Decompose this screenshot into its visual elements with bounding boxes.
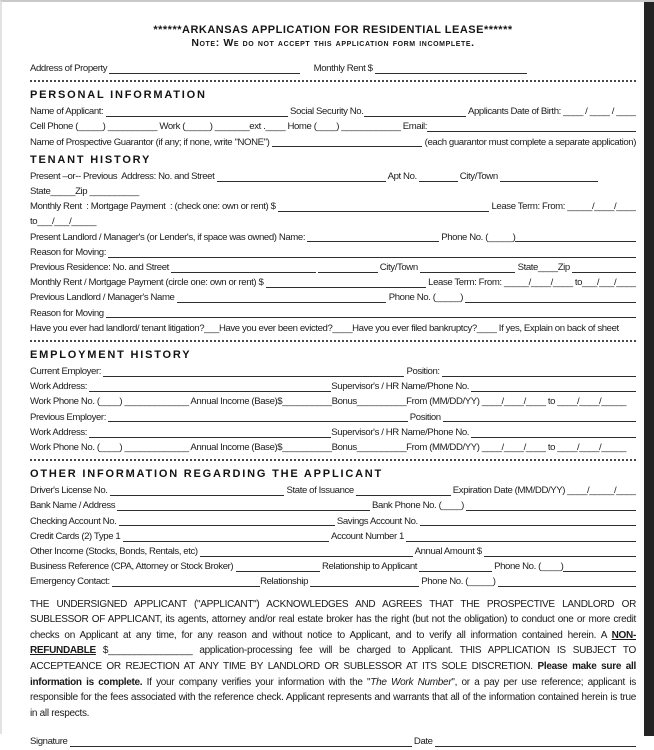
field-label: Phone No. (_____)	[418, 576, 498, 588]
blank-line	[110, 495, 284, 496]
form-content	[30, 24, 636, 750]
blank-line	[435, 746, 636, 747]
blank-line	[563, 571, 636, 572]
blank-line	[471, 391, 636, 392]
field-label: Monthly Rent / Mortgage Payment (circle one: own or rent) $	[30, 277, 266, 289]
blank-line	[119, 525, 335, 526]
field-label: Bank Name / Address	[30, 500, 118, 512]
form-row	[30, 230, 636, 245]
blank-line	[171, 272, 316, 273]
field-label: Savings Account No.	[334, 515, 421, 527]
field-label: Phone No. (____)	[491, 561, 564, 573]
blank-line	[498, 586, 636, 587]
blank-line	[310, 586, 419, 587]
blank-line	[278, 211, 489, 212]
legal-paragraph	[30, 597, 636, 722]
form-row	[30, 394, 636, 409]
field-label: Monthly Rent $	[300, 63, 375, 74]
form-row	[30, 483, 636, 498]
form-note: Note: We do not accept this application form incomplete.	[191, 37, 475, 49]
field-label: Previous Residence: No. and Street	[30, 262, 172, 274]
paragraph-text: If your company verifies your information with the "	[142, 676, 371, 688]
field-label: Reason for Moving	[30, 307, 106, 319]
blank-line	[427, 131, 636, 132]
blank-line	[419, 181, 457, 182]
field-label: Name of Applicant:	[30, 106, 106, 118]
form-row	[30, 245, 636, 260]
form-row	[30, 214, 636, 229]
blank-line	[108, 421, 407, 422]
field-label: Have you ever had landlord/ tenant litigation?___Have you ever been evicted?____Have you ever filed bankruptcy?____ If yes, Explain on back of sheet	[30, 322, 619, 334]
blank-line	[572, 272, 636, 273]
form-row	[30, 364, 636, 379]
field-label: City/Town	[457, 170, 501, 182]
blank-line	[443, 421, 636, 422]
field-label: State____Zip	[515, 262, 573, 274]
field-label: Bank Phone No. (____)	[369, 500, 467, 512]
blank-line	[442, 376, 636, 377]
blank-line	[266, 287, 426, 288]
blank-line	[420, 272, 515, 273]
blank-line	[103, 376, 404, 377]
form-row	[30, 529, 636, 544]
section-divider	[30, 80, 636, 82]
section-divider	[30, 340, 636, 342]
field-label: Previous Landlord / Manager's Name	[30, 292, 177, 304]
form-row	[30, 514, 636, 529]
field-label: Business Reference (CPA, Attorney or Stock Broker)	[30, 561, 236, 573]
blank-line	[356, 495, 450, 496]
blank-line	[106, 317, 636, 318]
field-label: Monthly Rent : Mortgage Payment : (check one: own or rent) $	[30, 201, 278, 213]
form-row	[30, 260, 636, 275]
paragraph-text: THE UNDERSIGNED APPLICANT ("APPLICANT") ACKNOWLEDGES AND AGREES THAT THE PROSPECTIVE LANDLORD OR SUBLESSOR OF APPLICANT, its agents, attorney and/or real estate broker has the right (but not the obligation) to conduct one or more credit checks on Applicant at any time, for any reason and without notice to Applicant, and to verify all information contained herein. A	[30, 598, 636, 641]
section-divider	[30, 459, 636, 461]
field-label: Expiration Date (MM/DD/YY) ____/_____/____	[450, 485, 636, 497]
field-label: Work Address:	[30, 426, 90, 438]
blank-line	[217, 181, 386, 182]
field-label: Driver's License No.	[30, 485, 110, 497]
field-label: Previous Employer:	[30, 411, 109, 423]
blank-line	[500, 181, 598, 182]
blank-line	[471, 437, 636, 438]
field-label: Signature	[30, 736, 70, 748]
vertical-gap	[30, 50, 636, 61]
form-row	[30, 559, 636, 574]
field-label: Lease Term: From: _____/____/____ to___/___/____	[425, 277, 636, 289]
blank-line	[515, 241, 636, 242]
blank-line	[112, 586, 260, 587]
form-row	[30, 321, 636, 336]
form-row	[30, 119, 636, 134]
scan-edge-strip	[644, 2, 654, 736]
blank-line	[89, 437, 331, 438]
form-body	[30, 50, 636, 750]
field-label: (each guarantor must complete a separate application)	[422, 136, 636, 148]
blank-line	[109, 73, 300, 74]
field-label: Credit Cards (2) Type 1	[30, 530, 123, 542]
blank-line	[200, 556, 413, 557]
field-label: Name of Prospective Guarantor (if any; if none, write "NONE")	[30, 136, 272, 148]
field-label: City/Town	[377, 262, 421, 274]
blank-line	[420, 525, 636, 526]
field-label	[316, 260, 318, 275]
field-label: Present Landlord / Manager's (or Lender's, if space was owned) Name:	[30, 231, 308, 243]
form-row	[30, 574, 636, 589]
form-row	[30, 440, 636, 455]
field-label: Phone No. (_____)	[386, 292, 466, 304]
blank-line	[108, 257, 636, 258]
blank-line	[375, 73, 528, 74]
address-row	[30, 61, 636, 76]
blank-line	[123, 541, 330, 542]
field-label: Date	[411, 736, 435, 748]
blank-line	[177, 302, 387, 303]
field-label: Supervisor's / HR Name/Phone No.	[331, 426, 472, 438]
form-row	[30, 135, 636, 150]
paragraph-text: Please make sure all information is complete.	[30, 661, 636, 688]
paragraph-text: $________________ application-processing fee will be charged to Applicant. THIS APPLICATION IS SUBJECT TO ACCEPTEANCE OR REJECTION AT ANY TIME BY LANDLORD OR SUBLESSOR AT ITS SOLE DISCRETION.	[30, 645, 636, 673]
field-label: Emergency Contact:	[30, 576, 112, 588]
field-label: Other Income (Stocks, Bonds, Rentals, etc)	[30, 546, 200, 558]
field-label: Checking Account No.	[30, 515, 119, 527]
field-label: Position	[407, 411, 443, 423]
field-label: Cell Phone (_____) __________ Work (_____) _______ext .____ Home (____) ____________ Email:	[30, 121, 428, 133]
blank-line	[89, 391, 331, 392]
blank-line	[70, 746, 412, 747]
field-label: Relationship to Applicant	[319, 561, 420, 573]
paragraph-text: ", or a pay per use reference; applicant is responsible for the fees associated with the reference check. Applicant represents and warrants that all of the information contained herein is true in all respects.	[30, 676, 636, 719]
blank-line	[307, 241, 439, 242]
form-row	[30, 290, 636, 305]
section-header: EMPLOYMENT HISTORY	[30, 349, 192, 362]
form-row	[30, 379, 636, 394]
field-label: Lease Term: From: _____/____/____	[489, 201, 636, 213]
form-title: ******ARKANSAS APPLICATION FOR RESIDENTIAL LEASE******	[153, 24, 513, 36]
form-row	[30, 425, 636, 440]
blank-line	[318, 272, 377, 273]
field-label: Address of Property	[30, 63, 110, 74]
paragraph-text: NON-REFUNDABLE	[30, 629, 636, 657]
field-label: State of Issuance	[284, 485, 357, 497]
blank-line	[236, 571, 320, 572]
blank-line	[106, 116, 288, 117]
blank-line	[272, 146, 423, 147]
field-label: Apt No.	[385, 170, 420, 182]
form-row	[30, 306, 636, 321]
field-label: Position:	[404, 366, 442, 378]
vertical-gap	[30, 590, 636, 597]
field-label: Account Number 1	[329, 530, 407, 542]
blank-line	[406, 541, 636, 542]
form-row	[30, 410, 636, 425]
field-label: Applicants Date of Birth: ____ / ____ / ____	[466, 106, 636, 118]
field-label: Social Security No.	[287, 106, 364, 118]
form-row	[30, 104, 636, 119]
form-row	[30, 498, 636, 513]
blank-line	[364, 116, 467, 117]
field-label: State_____Zip __________	[30, 186, 139, 198]
form-row	[30, 169, 636, 184]
form-row	[30, 184, 636, 199]
field-label: Phone No. (_____)	[438, 231, 516, 243]
field-label: Present –or-- Previous Address: No. and Street	[30, 170, 217, 182]
field-label: Reason for Moving:	[30, 246, 109, 258]
paragraph-text: The Work Number	[370, 676, 452, 688]
field-label: to___/___/_____	[30, 216, 97, 228]
blank-line	[465, 302, 636, 303]
blank-line	[419, 571, 492, 572]
form-row	[30, 275, 636, 290]
field-label: Work Phone No. (____) _____________ Annual Income (Base)$__________Bonus__________From (MM/DD/YY) ____/____/____ to ____/____/_____	[30, 442, 626, 454]
blank-line	[466, 510, 636, 511]
section-header: TENANT HISTORY	[30, 153, 152, 166]
field-label: Work Address:	[30, 381, 90, 393]
blank-line	[484, 556, 636, 557]
field-label: Annual Amount $	[412, 546, 484, 558]
section-header: OTHER INFORMATION REGARDING THE APPLICANT	[30, 468, 384, 481]
signature-row	[30, 734, 636, 749]
field-label: Supervisor's / HR Name/Phone No.	[331, 381, 472, 393]
field-label: Relationship	[260, 576, 311, 588]
form-row	[30, 199, 636, 214]
blank-line	[117, 510, 369, 511]
form-row	[30, 544, 636, 559]
field-label: Current Employer:	[30, 366, 104, 378]
section-header: PERSONAL INFORMATION	[30, 89, 207, 102]
vertical-gap	[30, 721, 636, 734]
field-label: Work Phone No. (____) _____________ Annual Income (Base)$__________Bonus__________From (MM/DD/YY) ____/____/____ to ____/____/_____	[30, 396, 626, 408]
